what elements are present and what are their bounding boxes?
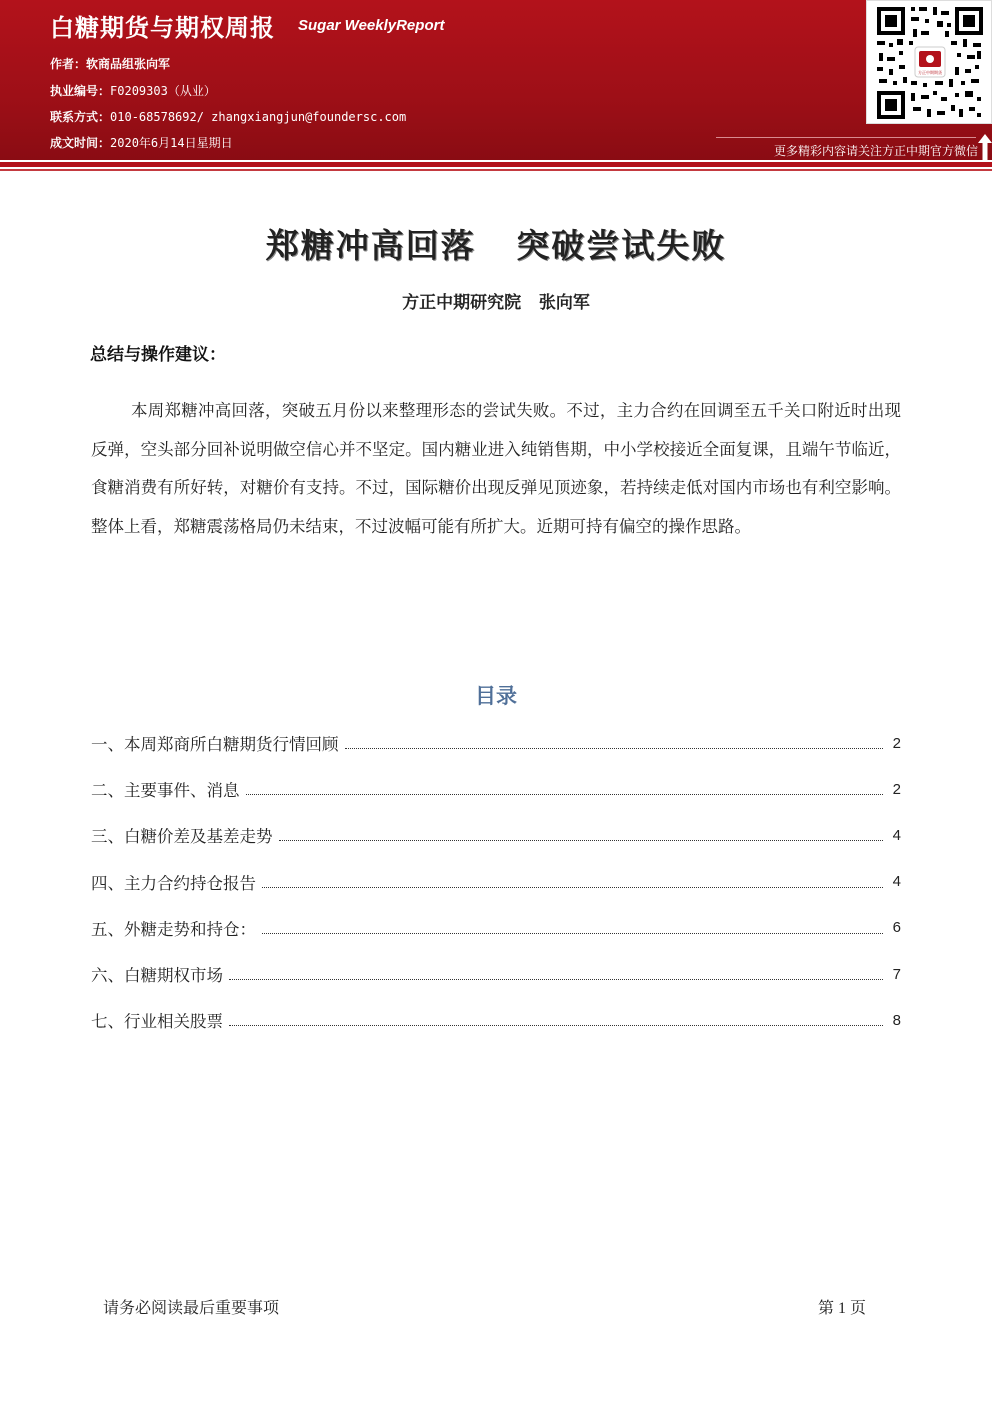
toc-item-label: 四、主力合约持仓报告 [91, 873, 256, 893]
qr-logo-text: 方正中期期货 [918, 70, 942, 75]
summary-paragraph: 本周郑糖冲高回落，突破五月份以来整理形态的尝试失败。不过，主力合约在回调至五千关口附近时出现反弹，空头部分回补说明做空信心并不坚定。国内糖业进入纯销售期，中小学校接近全面复课，且端午节临近，食糖消费有所好转，对糖价有支持。不过，国际糖价出现反弹见顶迹象，若持续走低对国内市场也有利空影响。整体上看，郑糖震荡格局仍未结束，不过波幅可能有所扩大。近期可持有偏空的操作思路。 [91, 401, 901, 536]
wechat-qr-code [866, 0, 992, 124]
document-author: 方正中期研究院 张向军 [402, 293, 590, 313]
toc-leader-dots [229, 978, 883, 980]
toc-item[interactable] [91, 720, 901, 766]
date-value: 2020年6月14日星期日 [110, 136, 233, 150]
toc-leader-dots [279, 839, 884, 841]
contact-line [50, 108, 406, 125]
contact-value: 010-68578692/ zhangxiangjun@foundersc.com [110, 110, 407, 124]
toc-item-page: 4 [892, 826, 901, 844]
date-line [50, 134, 233, 151]
toc-item-page: 6 [892, 919, 901, 937]
toc-item-label: 七、行业相关股票 [91, 1012, 223, 1032]
toc-item[interactable] [91, 812, 901, 858]
toc-title: 目录 [475, 684, 517, 708]
toc-leader-dots [345, 747, 884, 749]
up-arrow-icon [978, 134, 992, 160]
footer-notice: 请务必阅读最后重要事项 [103, 1298, 280, 1317]
license-line [50, 82, 216, 99]
toc-item[interactable] [91, 905, 901, 951]
toc-item-label: 三、白糖价差及基差走势 [91, 827, 273, 847]
toc-item[interactable] [91, 951, 901, 997]
toc-leader-dots [246, 793, 884, 795]
follow-divider [716, 137, 976, 138]
toc-item-page: 2 [892, 734, 901, 752]
toc-leader-dots [262, 932, 883, 934]
banner-stripe [0, 162, 992, 167]
toc-item[interactable] [91, 859, 901, 905]
toc-item-label: 六、白糖期权市场 [91, 966, 223, 986]
qr-code-icon [875, 5, 985, 121]
follow-wechat-text-container [700, 139, 992, 159]
banner-stripe-thin [0, 169, 992, 171]
toc-item-page: 8 [892, 1011, 901, 1029]
author-label: 作者： [50, 57, 87, 71]
toc-item-label: 五、外糖走势和持仓： [91, 919, 256, 939]
header-banner [0, 0, 992, 160]
author-value: 软商品组张向军 [86, 57, 171, 71]
contact-label: 联系方式： [50, 110, 111, 124]
toc-item[interactable] [91, 766, 901, 812]
summary-heading: 总结与操作建议： [90, 345, 226, 365]
report-title: 白糖期货与期权周报 [50, 14, 275, 42]
toc-item-page: 7 [892, 965, 901, 983]
toc-item-label: 一、本周郑商所白糖期货行情回顾 [91, 735, 339, 755]
license-value: F0209303（从业） [110, 84, 216, 98]
toc-item-label: 二、主要事件、消息 [91, 781, 240, 801]
page-number: 第 1 页 [818, 1300, 867, 1317]
table-of-contents [91, 720, 901, 1043]
license-label: 执业编号： [50, 84, 111, 98]
follow-wechat-text: 更多精彩内容请关注方正中期官方微信 [773, 144, 978, 158]
author-line [50, 55, 170, 72]
toc-item[interactable] [91, 997, 901, 1043]
report-subtitle: Sugar WeeklyReport [298, 17, 445, 34]
toc-leader-dots [229, 1024, 883, 1026]
toc-leader-dots [262, 886, 883, 888]
toc-item-page: 2 [892, 780, 901, 798]
date-label: 成文时间： [50, 136, 111, 150]
toc-item-page: 4 [892, 873, 901, 891]
document-title: 郑糖冲高回落 突破尝试失败 [265, 226, 727, 265]
